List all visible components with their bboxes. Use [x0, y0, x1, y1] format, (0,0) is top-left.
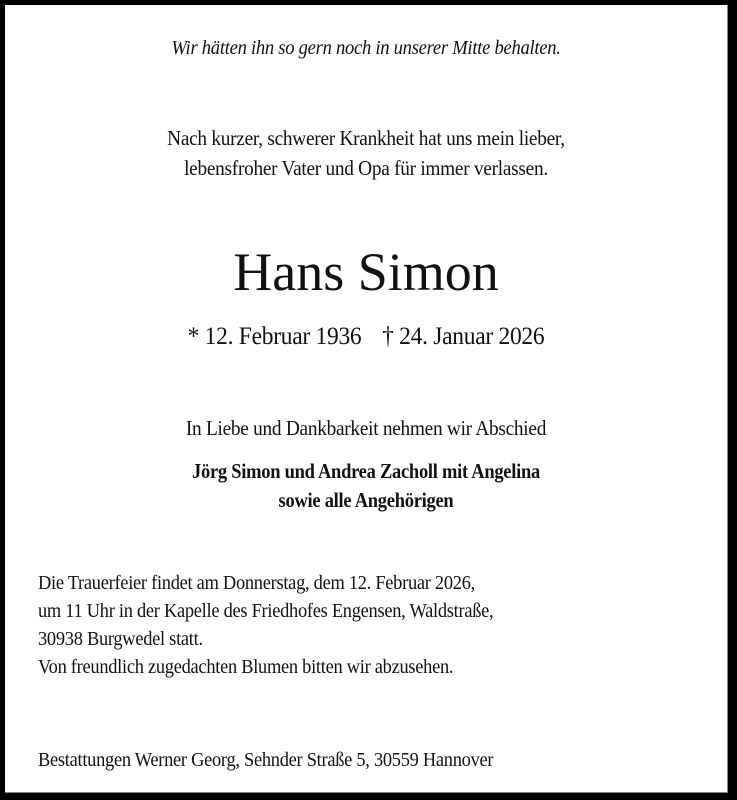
life-dates	[27, 323, 706, 351]
birth-date: * 12. Februar 1936	[187, 323, 362, 350]
details-line: 30938 Burgwedel statt.	[38, 628, 203, 650]
intro-text	[34, 123, 698, 183]
obituary-notice	[5, 5, 728, 793]
family-names	[48, 457, 683, 515]
family-line: sowie alle Angehörigen	[278, 488, 454, 512]
details-line: Von freundlich zugedachten Blumen bitten wir abzusehen.	[38, 656, 454, 678]
intro-line: Nach kurzer, schwerer Krankheit hat uns mein lieber,	[167, 126, 565, 150]
funeral-details	[38, 569, 493, 681]
farewell-text: In Liebe und Dankbarkeit nehmen wir Abschied	[185, 416, 547, 440]
details-line: um 11 Uhr in der Kapelle des Friedhofes Engensen, Waldstraße,	[38, 600, 494, 622]
death-date: † 24. Januar 2026	[382, 323, 545, 350]
motto-text: Wir hätten ihn so gern noch in unserer Mitte behalten.	[171, 37, 561, 59]
undertaker-info: Bestattungen Werner Georg, Sehnder Straße 5, 30559 Hannover	[38, 749, 494, 771]
family-line: Jörg Simon und Andrea Zacholl mit Angelina	[192, 459, 540, 483]
intro-line: lebensfroher Vater und Opa für immer verlassen.	[184, 156, 548, 180]
deceased-name: Hans Simon	[233, 242, 499, 302]
details-line: Die Trauerfeier findet am Donnerstag, dem 12. Februar 2026,	[38, 572, 475, 594]
